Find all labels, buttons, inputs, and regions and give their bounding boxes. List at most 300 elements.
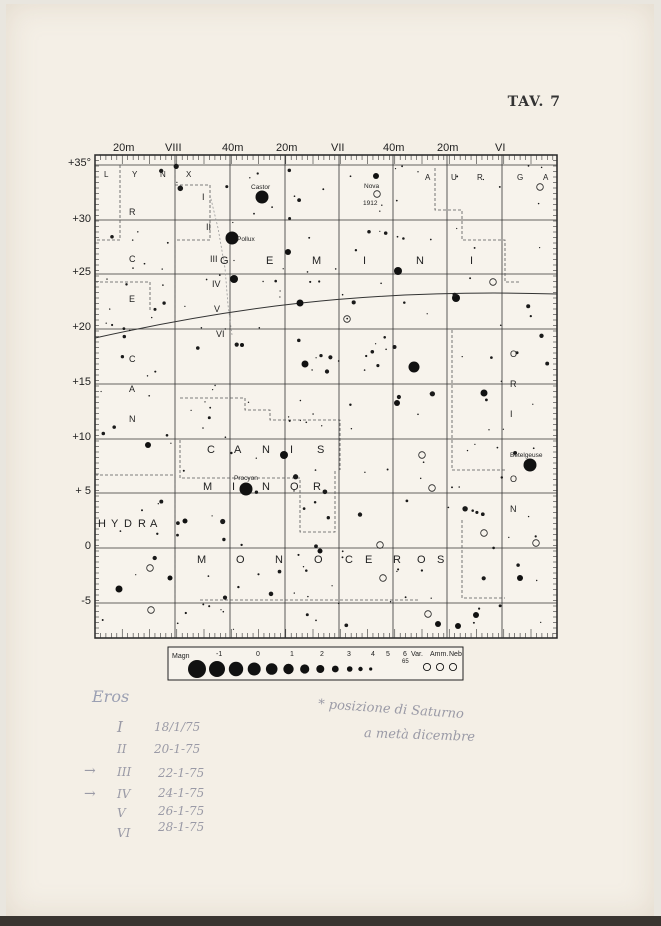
star — [154, 371, 156, 373]
star — [122, 327, 125, 330]
star — [106, 323, 107, 324]
star — [315, 357, 316, 358]
star — [293, 474, 298, 479]
constellation-letter: O — [510, 349, 518, 359]
star — [380, 283, 382, 285]
star — [451, 486, 453, 488]
star — [305, 569, 308, 572]
star — [342, 294, 344, 296]
star — [233, 260, 234, 261]
legend-dot — [347, 666, 353, 672]
star — [249, 177, 250, 178]
star — [232, 222, 233, 223]
star — [312, 413, 314, 415]
star — [285, 249, 291, 255]
star — [500, 324, 502, 326]
star — [488, 429, 489, 430]
star — [338, 360, 340, 362]
star — [220, 519, 225, 524]
star — [314, 544, 318, 548]
star — [478, 608, 480, 610]
star — [448, 507, 450, 509]
star — [323, 489, 328, 494]
star — [311, 369, 312, 370]
legend-dot — [369, 667, 372, 670]
star — [373, 173, 379, 179]
star — [358, 512, 362, 516]
star — [256, 191, 269, 204]
legend-dot — [358, 667, 362, 671]
handwritten-row-num: III — [117, 765, 132, 779]
star — [132, 239, 133, 240]
arrow-icon: → — [84, 763, 96, 779]
star — [297, 339, 301, 343]
star — [482, 576, 486, 580]
star — [397, 568, 399, 570]
star — [376, 364, 379, 367]
star — [318, 549, 323, 554]
star — [302, 361, 309, 368]
constellation-letter: O — [236, 554, 246, 566]
star — [248, 402, 249, 403]
legend-magnitude: Var. — [411, 651, 423, 658]
constellation-letter: C — [345, 554, 354, 566]
star — [269, 592, 274, 597]
star — [166, 434, 169, 437]
constellation-letter: A — [150, 518, 159, 530]
constellation-letter: X — [186, 170, 193, 179]
star — [112, 425, 116, 429]
star — [379, 231, 380, 232]
star — [318, 280, 320, 282]
constellation-letter: G — [220, 255, 230, 267]
star — [121, 355, 124, 358]
star — [237, 586, 239, 588]
star — [208, 575, 210, 577]
handwritten-row-num: V — [117, 806, 126, 820]
star — [167, 242, 169, 244]
track-label: III — [210, 254, 218, 264]
handwritten-row-date: 20-1-75 — [154, 742, 201, 756]
star — [162, 268, 163, 269]
star — [271, 206, 273, 208]
star — [364, 369, 366, 371]
legend-magnitude: 5 — [386, 651, 390, 658]
dec-label: -5 — [81, 595, 91, 607]
star — [315, 469, 317, 471]
legend-magnitude: -1 — [216, 651, 223, 658]
star — [176, 534, 179, 537]
star — [233, 629, 234, 630]
star — [401, 165, 403, 167]
star — [475, 511, 478, 514]
star — [111, 324, 113, 326]
constellation-letter: N — [129, 414, 136, 424]
star — [120, 530, 122, 532]
star — [379, 211, 380, 212]
star — [406, 500, 409, 503]
star — [102, 619, 104, 621]
star — [364, 472, 365, 473]
star — [204, 401, 205, 402]
constellation-letter: I — [290, 444, 295, 456]
constellation-letter: R — [510, 379, 517, 389]
constellation-letter: D — [124, 518, 133, 530]
star — [402, 237, 405, 240]
star — [394, 400, 400, 406]
star — [342, 556, 344, 558]
star — [427, 313, 428, 314]
star — [288, 416, 289, 417]
star — [456, 228, 457, 229]
star — [116, 586, 123, 593]
star — [403, 301, 406, 304]
star — [501, 381, 502, 382]
map-frame — [95, 155, 557, 638]
star — [288, 169, 291, 172]
star — [474, 444, 475, 445]
star — [328, 355, 332, 359]
ra-label: VIII — [165, 142, 182, 154]
star — [545, 362, 549, 366]
track-label: II — [206, 222, 212, 232]
dec-label: +15 — [72, 376, 91, 388]
dec-label: +20 — [72, 321, 91, 333]
star — [230, 452, 232, 454]
legend-magnitude: 2 — [320, 651, 324, 658]
constellation-letter: R — [477, 173, 484, 182]
constellation-letter: I — [232, 481, 237, 493]
star — [352, 300, 356, 304]
star — [278, 570, 282, 574]
constellation-letter: C — [129, 254, 136, 264]
star — [508, 537, 509, 538]
star — [325, 369, 329, 373]
star — [225, 328, 226, 329]
star — [202, 427, 204, 429]
star — [540, 622, 541, 623]
constellation-letter: C — [207, 444, 216, 456]
star — [453, 293, 457, 297]
star — [132, 267, 134, 269]
star — [539, 247, 540, 248]
star — [137, 231, 138, 232]
dec-label: +30 — [72, 213, 91, 225]
star — [420, 478, 421, 479]
star — [381, 204, 382, 205]
star — [106, 278, 107, 279]
constellation-letter: O — [417, 554, 427, 566]
ra-label: VII — [331, 142, 345, 154]
legend-magnitude: 1 — [290, 651, 294, 658]
star — [350, 175, 352, 177]
star — [499, 186, 501, 188]
dec-label: +25 — [72, 266, 91, 278]
star — [170, 443, 171, 444]
star — [288, 217, 291, 220]
legend-dot — [209, 661, 225, 677]
star — [367, 230, 371, 234]
star — [300, 420, 301, 421]
dec-label: 0 — [84, 540, 91, 552]
star-label-betelgeuse: Betelgeuse — [510, 452, 543, 459]
star — [190, 410, 191, 411]
star-label-pollux: Pollux — [237, 236, 255, 243]
star — [208, 605, 210, 607]
star — [430, 391, 435, 396]
legend-magnitude: 4 — [371, 651, 375, 658]
legend-sub: 65 — [402, 659, 409, 665]
star — [383, 336, 386, 339]
star — [397, 236, 399, 238]
star — [309, 281, 311, 283]
star — [462, 356, 463, 357]
star — [174, 164, 179, 169]
star — [280, 290, 281, 291]
constellation-letter: R — [138, 518, 147, 530]
star — [473, 612, 479, 618]
star — [259, 327, 261, 329]
star — [335, 268, 337, 270]
legend-dot — [229, 662, 243, 676]
star — [125, 283, 127, 285]
star — [135, 574, 136, 575]
star-label-castor: Castor — [251, 184, 271, 191]
constellation-letter: N — [160, 170, 167, 179]
star — [289, 420, 291, 422]
star — [235, 343, 239, 347]
legend-magn-label: Magn — [172, 653, 190, 660]
star — [526, 304, 530, 308]
star — [394, 267, 402, 275]
star — [351, 428, 352, 429]
star — [365, 355, 367, 357]
star — [536, 580, 537, 581]
star — [208, 416, 211, 419]
star — [212, 515, 213, 516]
star — [517, 575, 523, 581]
star — [417, 171, 418, 172]
dec-label: +10 — [72, 431, 91, 443]
constellation-letter: R — [129, 207, 136, 217]
handwritten-row-date: 28-1-75 — [158, 820, 205, 834]
constellation-letter: E — [266, 255, 275, 267]
star — [490, 356, 493, 359]
handwritten-row-date: 18/1/75 — [154, 720, 201, 734]
constellation-letter: S — [317, 444, 326, 456]
star — [209, 407, 211, 409]
star — [274, 280, 277, 283]
star — [308, 237, 310, 239]
legend-dot — [266, 663, 278, 675]
star — [145, 442, 151, 448]
track-label: V — [214, 304, 221, 314]
star — [532, 404, 533, 405]
star — [421, 569, 423, 571]
star — [158, 503, 159, 504]
legend-magnitude: 6 — [403, 651, 407, 658]
star — [385, 349, 387, 351]
star — [462, 506, 467, 511]
handwritten-row-date: 22-1-75 — [158, 766, 205, 780]
handwritten-row-date: 26-1-75 — [158, 804, 205, 818]
star — [338, 603, 339, 604]
star — [530, 315, 532, 317]
star — [435, 621, 441, 627]
star — [387, 469, 389, 471]
constellation-letter: N — [510, 504, 517, 514]
star — [473, 622, 475, 624]
star — [220, 609, 221, 610]
track-label: I — [202, 192, 205, 202]
star — [455, 623, 461, 629]
star — [202, 603, 204, 605]
star — [417, 414, 419, 416]
star — [184, 306, 185, 307]
star — [240, 343, 244, 347]
star — [395, 168, 396, 169]
star — [516, 563, 520, 567]
dec-label: + 5 — [75, 485, 91, 497]
star — [101, 391, 102, 392]
star — [297, 554, 299, 556]
constellation-letter: A — [129, 384, 136, 394]
star — [492, 547, 495, 550]
constellation-letter: M — [197, 554, 208, 566]
star — [497, 447, 499, 449]
star — [355, 249, 357, 251]
constellation-letter: E — [365, 554, 374, 566]
star — [371, 350, 375, 354]
star — [524, 459, 537, 472]
star — [409, 362, 420, 373]
star — [159, 500, 163, 504]
star — [256, 458, 257, 459]
star — [541, 167, 543, 169]
star — [346, 318, 348, 320]
star — [294, 592, 295, 593]
constellation-letter: N — [262, 481, 271, 493]
star — [206, 279, 208, 281]
star — [535, 535, 537, 537]
constellation-letter: S — [437, 554, 446, 566]
star — [344, 623, 348, 627]
star — [528, 165, 530, 167]
star — [240, 483, 253, 496]
constellation-letter: I — [363, 255, 368, 267]
star — [222, 538, 225, 541]
constellation-letter: A — [425, 173, 432, 182]
star — [230, 275, 238, 283]
star — [183, 519, 188, 524]
star — [307, 271, 309, 273]
star — [431, 598, 432, 599]
star — [162, 284, 164, 286]
constellation-letter: O — [314, 554, 324, 566]
star — [501, 476, 503, 478]
constellation-letter: C — [129, 354, 136, 364]
handwritten-row-date: 24-1-75 — [158, 786, 205, 800]
plate-title: TAV. 7 — [507, 94, 561, 110]
handwritten-row-num: IV — [117, 787, 131, 801]
star — [257, 573, 259, 575]
ra-label: VI — [495, 142, 506, 154]
constellation-letter: N — [275, 554, 284, 566]
star — [109, 308, 110, 309]
star — [331, 585, 332, 586]
constellation-letter: I — [510, 409, 513, 419]
star — [390, 601, 391, 602]
star — [321, 425, 322, 426]
star — [223, 611, 225, 613]
star — [342, 550, 344, 552]
star — [279, 296, 280, 297]
ra-label: 20m — [437, 142, 459, 154]
constellation-letter: H — [98, 518, 107, 530]
star — [397, 395, 401, 399]
star — [392, 345, 396, 349]
star — [396, 200, 398, 202]
ra-label: 40m — [383, 142, 405, 154]
star — [396, 571, 397, 572]
star-label-nova-year: 1912 — [363, 200, 378, 207]
star — [225, 185, 228, 188]
star-label-procyon: Procyon — [234, 475, 258, 482]
star — [225, 436, 227, 438]
star — [123, 335, 126, 338]
dec-label: +35° — [67, 157, 91, 169]
star — [176, 182, 177, 183]
ra-label: 20m — [276, 142, 298, 154]
constellation-letter: O — [510, 474, 518, 484]
handwritten-row-num: VI — [117, 826, 131, 840]
star — [458, 486, 460, 488]
star — [162, 301, 165, 304]
star — [129, 330, 131, 332]
star — [430, 239, 432, 241]
star — [305, 421, 307, 423]
star — [327, 516, 330, 519]
star — [144, 263, 146, 265]
star — [481, 512, 485, 516]
handwritten-note-line2: a metà dicembre — [363, 726, 476, 745]
legend-dot — [188, 660, 206, 678]
star — [283, 268, 284, 269]
star — [141, 509, 143, 511]
constellation-letter: Y — [132, 170, 139, 179]
star — [469, 277, 471, 279]
star — [467, 450, 468, 451]
legend-magnitude: 3 — [347, 651, 351, 658]
star — [538, 203, 539, 204]
legend-dot — [316, 665, 324, 673]
star — [499, 604, 502, 607]
star — [168, 576, 173, 581]
star — [319, 354, 322, 357]
star — [183, 470, 185, 472]
star — [303, 566, 304, 567]
constellation-letter: M — [312, 255, 323, 267]
star — [223, 596, 227, 600]
star — [196, 346, 200, 350]
arrow-icon: → — [84, 786, 96, 802]
star — [153, 308, 156, 311]
star — [384, 231, 388, 235]
constellation-letter: G — [517, 173, 525, 182]
constellation-letter: U — [451, 173, 458, 182]
handwritten-row-num: I — [117, 718, 123, 736]
legend-magnitude: Amm. — [430, 651, 449, 658]
